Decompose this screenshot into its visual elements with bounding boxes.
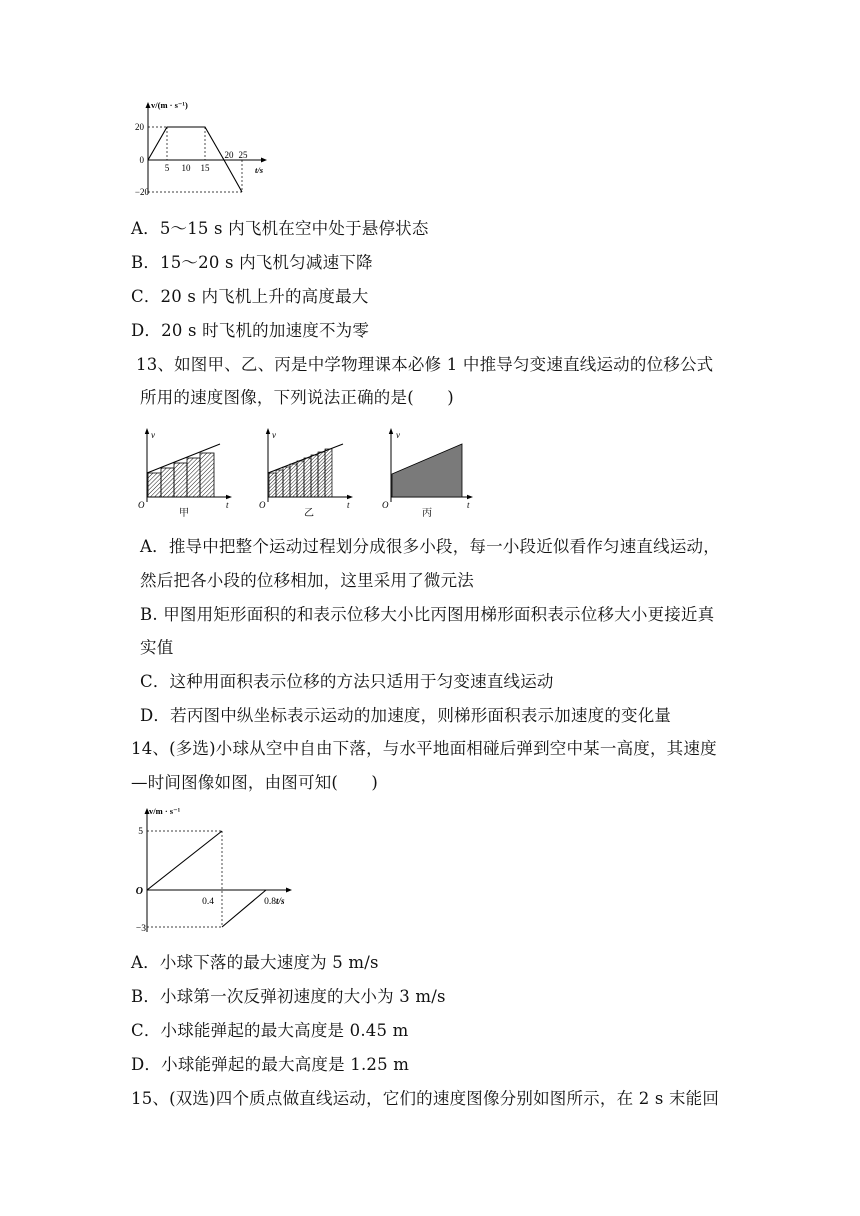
q14-option-d: D．小球能弹起的最大高度是 1.25 m: [131, 1055, 410, 1074]
y-tick-0: 0: [139, 155, 144, 165]
caption-yi: 乙: [304, 508, 314, 519]
origin-label: O: [135, 886, 143, 897]
figure-aircraft-vt: [127, 96, 277, 200]
q12-option-a: A．5～15 s 内飞机在空中处于悬停状态: [131, 219, 429, 238]
t-label: t: [226, 500, 229, 510]
q15-stem: 15、(双选)四个质点做直线运动，它们的速度图像分别如图所示，在 2 s 末能回: [131, 1089, 720, 1108]
fall-line: [147, 831, 222, 890]
y-tick-neg3: −3: [135, 924, 146, 934]
y-tick-neg20: −20: [134, 187, 149, 197]
caption-bing: 丙: [422, 508, 432, 519]
q13-option-b: B. 甲图用矩形面积的和表示位移大小比丙图用梯形面积表示位移大小更接近真: [140, 605, 715, 624]
q13-option-d: D．若丙图中纵坐标表示运动的加速度，则梯形面积表示加速度的变化量: [140, 706, 672, 725]
t-label: t: [347, 500, 350, 510]
y-tick-5: 5: [138, 827, 143, 837]
q14-option-c: C．小球能弹起的最大高度是 0.45 m: [131, 1021, 409, 1040]
origin-label: O: [382, 500, 389, 510]
x-tick-5: 5: [164, 163, 170, 173]
q12-option-c: C．20 s 内飞机上升的高度最大: [131, 287, 369, 306]
y-axis-label: v/(m · s⁻¹): [151, 100, 188, 110]
caption-jia: 甲: [179, 508, 189, 519]
q14-stem-cont: —时间图像如图，由图可知( ): [131, 773, 379, 792]
origin-label: O: [138, 500, 145, 510]
x-tick-15: 15: [200, 163, 210, 173]
q13-option-a: A．推导中把整个运动过程划分成很多小段，每一小段近似看作匀速直线运动，: [140, 537, 720, 556]
q12-option-b: B．15～20 s 内飞机匀减速下降: [131, 253, 373, 272]
origin-label: O: [259, 500, 266, 510]
q13-option-a-cont: 然后把各小段的位移相加，这里采用了微元法: [140, 571, 474, 590]
q14-option-b: B．小球第一次反弹初速度的大小为 3 m/s: [131, 987, 446, 1006]
x-axis-label: t/s: [276, 896, 285, 906]
q14-option-a: A．小球下落的最大速度为 5 m/s: [131, 953, 379, 972]
x-tick-08: 0.8: [264, 897, 276, 907]
y-axis-label: v/m · s⁻¹: [149, 806, 181, 816]
x-tick-25: 25: [238, 150, 248, 160]
q14-stem: 14、(多选)小球从空中自由下落，与水平地面相碰后弹到空中某一高度，其速度: [131, 739, 717, 758]
x-tick-10: 10: [181, 163, 191, 173]
v-label: v: [151, 430, 155, 440]
q13-option-c: C．这种用面积表示位移的方法只适用于匀变速直线运动: [140, 672, 554, 691]
x-tick-04: 0.4: [202, 897, 214, 907]
y-tick-20: 20: [135, 122, 144, 132]
x-axis-label: t/s: [255, 165, 264, 175]
figure-bing: [381, 424, 481, 522]
figure-jia: [138, 424, 238, 522]
figure-yi: [259, 424, 359, 522]
x-tick-20: 20: [224, 150, 234, 160]
figure-ball-vt: [130, 804, 300, 936]
q13-stem: 13、如图甲、乙、丙是中学物理课本必修 1 中推导匀变速直线运动的位移公式: [136, 355, 714, 374]
vt-graph-1: [127, 96, 277, 200]
v-label: v: [396, 430, 400, 440]
v-label: v: [272, 430, 276, 440]
rebound-line: [222, 890, 266, 927]
q12-option-d: D．20 s 时飞机的加速度不为零: [131, 321, 370, 340]
q13-option-b-cont: 实值: [140, 638, 174, 657]
vt-graph-3: [130, 804, 300, 936]
q13-stem-cont: 所用的速度图像，下列说法正确的是( ): [140, 388, 454, 407]
t-label: t: [467, 500, 470, 510]
